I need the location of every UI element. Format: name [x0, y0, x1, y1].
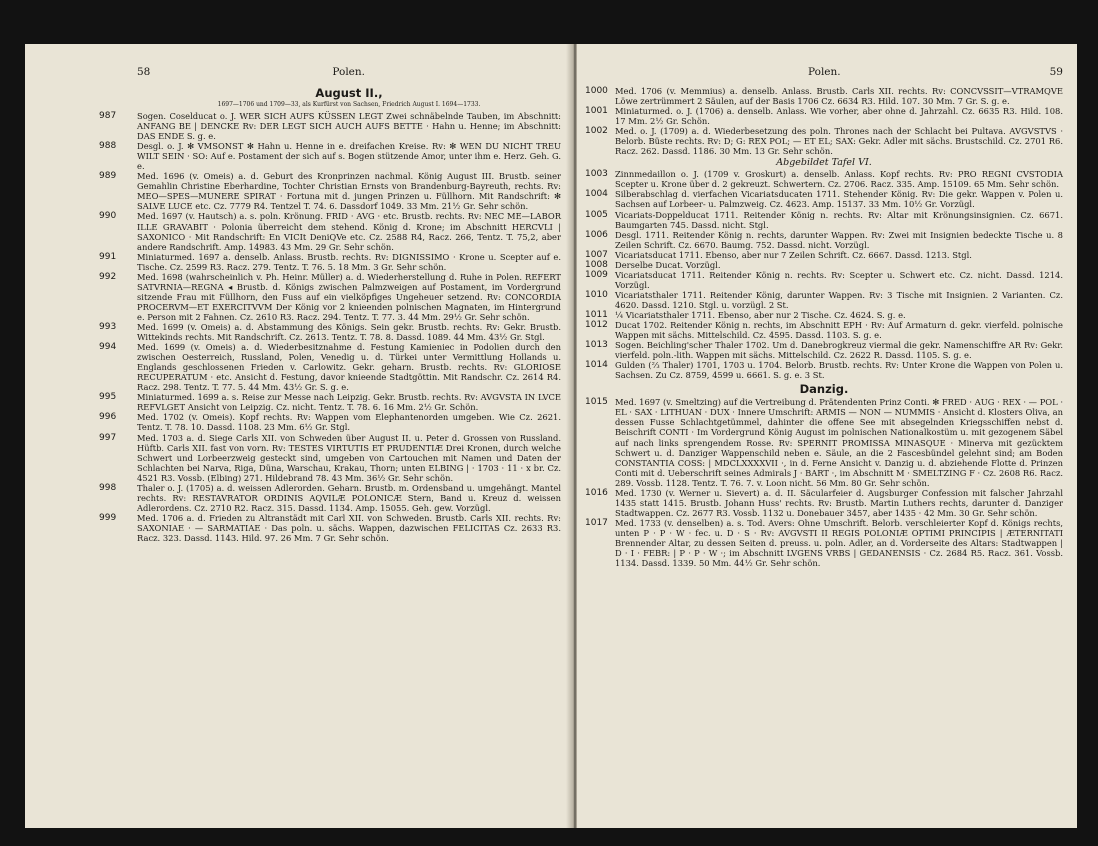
entry-text: Desgl. o. J. ✻ VMSONST ✻ Hahn u. Henne in e. dreifachen Kreise. Rv: ✻ WEN DU NICHT TREU WILT SEIN · SO: Auf e. Postament der sich auf s. Bogen stützende Amor, unter ihm e. Herz. Geh. G. e.	[137, 141, 561, 172]
entry-number: 1014	[585, 360, 608, 371]
entry-text: Derselbe Ducat. Vorzügl.	[615, 259, 721, 270]
section-subtitle: 1697—1706 und 1709—33, als Kurfürst von Sachsen, Friedrich August I. 1694—1733.	[217, 101, 481, 108]
catalog-entry	[99, 211, 561, 252]
catalog-entry	[585, 230, 1063, 250]
entry-number: 1007	[585, 249, 608, 260]
entry-text: Med. 1703 a. d. Siege Carls XII. von Schweden über August II. u. Peter d. Grossen von Russland. Hüftb. Carls XII. fast von vorn. Rv: TESTES VIRTUTIS ET PRUDENTIÆ Drei Kronen, durch welche Schwert und Lorbeerzweig gesteckt sind, umgeben von Cartouchen mit Namen und Daten der Schlachten bei Narva, Riga, Düna, Warschau, Krakau, Thorn; unten ELBING | · 1703 · 11 · x br. Cz. 4521 R3. Vossb. (Elbing) 271. Hildebrand 78. 43 Mm. 36½ Gr. Sehr schön.	[137, 432, 561, 483]
entry-number: 999	[99, 512, 117, 523]
catalog-entries-left	[99, 111, 561, 543]
catalog-entry	[99, 432, 561, 483]
running-head-right: Polen.	[807, 66, 841, 78]
catalog-entry	[585, 290, 1063, 310]
catalog-entry	[585, 210, 1063, 230]
entry-number: 987	[99, 111, 117, 121]
plate-caption: Abgebildet Tafel VI.	[776, 157, 872, 169]
entry-text: Med. 1698 (wahrscheinlich v. Ph. Heinr. Müller) a. d. Wiederherstellung d. Ruhe in Polen. REFERT SATVRNIA—REGNA ◂ Brustb. d. Königs zwischen Palmzweigen auf Postament, im Vordergrund sitzende Frau mit Füllhorn, den Fuss auf ein vielköpfiges Ungeheuer setzend. Rv: CONCORDIA PROCERVM—ET EXERCITVVM Der König vor 2 knieenden polnischen Magnaten, im Hintergrund e. Person mit 2 Fahnen. Cz. 2610 R3. Racz. 294. Tentz. T. 77. 3. 44 Mm. 29½ Gr. Sehr schön.	[137, 271, 561, 322]
subsection-title: Danzig.	[799, 382, 849, 397]
entry-text: Thaler o. J. (1705) a. d. weissen Adlerorden. Geharn. Brustb. m. Ordensband u. umgehängt. Mantel rechts. Rv: RESTAVRATOR ORDINIS AQVILÆ POLONICÆ Stern, Band u. Kreuz d. weissen Adlerordens. Cz. 2710 R2. Racz. 315. Dassd. 1134. Amp. 15055. Geh. gew. Vorzügl.	[137, 482, 561, 513]
catalog-entry	[585, 106, 1063, 126]
entry-number: 1000	[585, 86, 608, 96]
entry-text: Med. 1706 (v. Memmius) a. denselb. Anlass. Brustb. Carls XII. rechts. Rv: CONCVSSIT—VTRAMQVE Löwe zertrümmert 2 Säulen, auf der Basis 1706 Cz. 6634 R3. Hild. 107. 30 Mm. 7 Gr. S. g. e.	[615, 86, 1063, 107]
entry-text: Vicariatsducat 1711. Reitender König n. rechts. Rv: Scepter u. Schwert etc. Cz. nicht. Dassd. 1214. Vorzügl.	[615, 269, 1063, 290]
entry-number: 1001	[585, 106, 608, 117]
catalog-entry	[585, 270, 1063, 290]
catalog-entry	[99, 342, 561, 393]
catalog-entry	[585, 189, 1063, 209]
entry-text: Vicariatsthaler 1711. Reitender König, darunter Wappen. Rv: 3 Tische mit Insignien. 2 Varianten. Cz. 4620. Dassd. 1210. Stgl. u. vorzügl. 2 St.	[615, 289, 1063, 310]
page-number-left: 58	[137, 66, 151, 78]
catalog-entry	[585, 340, 1063, 360]
entry-text: Sogen. Beichling'scher Thaler 1702. Um d. Danebrogkreuz viermal die gekr. Namenschiffre AR Rv: Gekr. vierfeld. poln.-lith. Wappen mit sächs. Mittelschild. Cz. 2622 R. Dassd. 1105. S. g. e.	[615, 340, 1063, 361]
entry-number: 1005	[585, 209, 608, 220]
entry-text: Med. 1730 (v. Werner u. Sievert) a. d. II. Säcularfeier d. Augsburger Confession mit falscher Jahrzahl 1435 statt 1415. Brustb. Johann Huss' rechts. Rv: Brustb. Martin Luthers rechts, darunter d. Danziger Stadtwappen. Cz. 2677 R3. Vossb. 1132 u. Donebauer 3457, aber 1435 · 42 Mm. 30 Gr. Sehr schön.	[615, 487, 1063, 518]
entry-text: Med. 1699 (v. Omeis) a. d. Abstammung des Königs. Sein gekr. Brustb. rechts. Rv: Gekr. Brustb. Wittekinds rechts. Mit Randschrift. Cz. 2613. Tentz. T. 78. 8. Dassd. 1089. 44 Mm. 43½ Gr. Stgl.	[137, 321, 561, 343]
catalog-entry	[99, 321, 561, 343]
entry-number: 994	[99, 342, 117, 353]
entry-number: 997	[99, 432, 117, 443]
catalog-entry	[99, 141, 561, 172]
entry-number: 1002	[585, 126, 608, 137]
catalog-entry	[585, 260, 1063, 270]
entry-number: 988	[99, 141, 117, 152]
entry-text: Med. 1697 (v. Hautsch) a. s. poln. Krönung. FRID · AVG · etc. Brustb. rechts. Rv: NEC ME—LABOR ILLE GRAVABIT · Polonia überreicht dem stehend. König d. Krone; im Abschnitt HERCVLI | SAXONICO · Mit Randschrift: En VICIt DeniQVe etc. Cz. 2588 R4, Racz. 266, Tentz. T. 75,2, aber andere Randschrift. Amp. 14983. 43 Mm. 29 Gr. Sehr schön.	[137, 211, 561, 252]
catalog-entry	[585, 310, 1063, 320]
catalog-entry	[585, 86, 1063, 106]
entry-text: Med. o. J. (1709) a. d. Wiederbesetzung des poln. Thrones nach der Schlacht bei Pultava. AVGVSTVS · Belorb. Büste rechts. Rv: D; G: REX POL; — ET EL; SAX: Gekr. Adler mit sächs. Brustschild. Cz. 2701 R6. Racz. 262. Dassd. 1186. 30 Mm. 13 Gr. Sehr schön.	[615, 126, 1063, 157]
entry-text: Med. 1699 (v. Omeis) a. d. Wiederbesitznahme d. Festung Kamieniec in Podolien durch den zwischen Oesterreich, Russland, Polen, Venedig u. d. Türkei unter Vermittlung Hollands u. Englands geschlossenen Frieden v. Carlowitz. Gekr. geharn. Brustb. rechts. Rv: GLORIOSE RECUPERATUM · etc. Ansicht d. Festung, davor knieende Stadtgöttin. Mit Randschr. Cz. 2614 R4. Racz. 298. Tentz. T. 77. 5. 44 Mm. 43½ Gr. S. g. e.	[137, 342, 561, 393]
catalog-entry	[99, 251, 561, 272]
entry-text: Med. 1696 (v. Omeis) a. d. Geburt des Kronprinzen nachmal. König August III. Brustb. seiner Gemahlin Christine Eberhardine, Tochter Christian Ernsts von Brandenburg-Bayreuth, rechts. Rv: MEO—SPES—MUNERE SPIRAT · Fortuna mit d. jungen Prinzen u. Füllhorn. Mit Randschrift: ✻ SALVE LUCE etc. Cz. 7779 R4. Tentzel T. 74. 6. Dassdorf 1049. 33 Mm. 21½ Gr. Sehr schön.	[137, 171, 561, 212]
entry-number: 1017	[585, 517, 608, 528]
entry-text: Med. 1733 (v. denselben) a. s. Tod. Avers: Ohne Umschrift. Belorb. verschleierter Kopf d. Königs rechts, unten P · P · W · fec. u. D · S · Rv: AVGVSTI II REGIS POLONIÆ OPTIMI PRINCIPIS | ÆTERNITATI Brennender Altar, zu dessen Seiten d. preuss. u. poln. Adler, an d. Vorderseite des Altars: Stadtwappen | D · I · FEBR: | P · P · W ·; im Abschnitt LVGENS VRBS | GEDANENSIS · Cz. 2684 R5. Racz. 361. Vossb. 1134. Dassd. 1339. 50 Mm. 44½ Gr. Sehr schön.	[615, 517, 1063, 569]
entry-number: 995	[99, 392, 117, 403]
catalog-entry	[585, 320, 1063, 340]
entry-number: 1011	[585, 309, 608, 320]
entry-number: 991	[99, 251, 117, 262]
catalog-entry	[99, 171, 561, 212]
catalog-entry	[99, 412, 561, 433]
entry-number: 990	[99, 211, 117, 222]
entry-text: Miniaturmed. 1699 a. s. Reise zur Messe nach Leipzig. Gekr. Brustb. rechts. Rv: AVGVSTA IN LVCE REFVLGET Ansicht von Leipzig. Cz. nicht. Tentz. T. 78. 6. 16 Mm. 2½ Gr. Schön.	[137, 392, 561, 413]
entry-number: 1010	[585, 289, 608, 300]
entry-text: Zinnmedaillon o. J. (1709 v. Groskurt) a. denselb. Anlass. Kopf rechts. Rv: PRO REGNI CVSTODIA Scepter u. Krone über d. 2 gekreuzt. Schwertern. Cz. 2706. Racz. 335. Amp. 15109. 65 Mm. Sehr schön.	[615, 169, 1063, 190]
entry-text: ¼ Vicariatsthaler 1711. Ebenso, aber nur 2 Tische. Cz. 4624. S. g. e.	[615, 309, 906, 320]
catalog-entry	[585, 397, 1063, 487]
page-number-right: 59	[1049, 66, 1063, 78]
entry-number: 1006	[585, 229, 608, 240]
entry-text: Desgl. 1711. Reitender König n. rechts, darunter Wappen. Rv: Zwei mit Insignien bedeckte Tische u. 8 Zeilen Schrift. Cz. 6670. Baumg. 752. Dassd. nicht. Vorzügl.	[615, 229, 1063, 250]
entry-text: Silberabschlag d. vierfachen Vicariatsducaten 1711. Stehender König. Rv: Die gekr. Wappen v. Polen u. Sachsen auf Lorbeer- u. Palmzweig. Cz. 4623. Amp. 15137. 33 Mm. 10½ Gr. Vorzügl.	[615, 189, 1063, 210]
entry-number: 1004	[585, 189, 608, 200]
entry-number: 998	[99, 482, 117, 493]
catalog-entry	[585, 169, 1063, 189]
catalog-entry	[585, 250, 1063, 260]
entry-number: 1003	[585, 169, 608, 180]
entry-text: Vicariatsducat 1711. Ebenso, aber nur 7 Zeilen Schrift. Cz. 6667. Dassd. 1213. Stgl.	[615, 249, 972, 260]
catalog-entry	[99, 482, 561, 513]
entry-number: 1012	[585, 320, 608, 331]
running-head-left: Polen.	[332, 66, 365, 78]
entry-text: Miniaturmed. 1697 a. denselb. Anlass. Brustb. rechts. Rv: DIGNISSIMO · Krone u. Scepter auf e. Tische. Cz. 2599 R3. Racz. 279. Tentz. T. 76. 5. 18 Mm. 3 Gr. Sehr schön.	[137, 251, 561, 272]
entry-number: 1016	[585, 487, 608, 498]
entry-text: Miniaturmed. o. J. (1706) a. denselb. Anlass. Wie vorher, aber ohne d. Jahrzahl. Cz. 6635 R3. Hild. 108. 17 Mm. 2½ Gr. Schön.	[615, 106, 1063, 127]
entry-text: Med. 1697 (v. Smeltzing) auf die Vertreibung d. Prätendenten Prinz Conti. ✻ FRED · AUG · REX · — POL · EL · SAX · LITHUAN · DUX · Innere Umschrift: ARMIS — NON — NUMMIS · Ansicht d. Klosters Oliva, an dessen Fusse Schlachtgetümmel, dahinter die offene See mit absegelnden Kriegsschiffen nebst d. Beischrift CONTI · Im Vordergrund König August im polnischen Nationalkostüm u. mit gezogenem Säbel auf nach links sprengendem Rosse. Rv: SPERNIT PROMISSA MINASQUE · Minerva mit gezücktem Schwert u. d. Danziger Wappenschild neben e. Säule, an die 2 Fascesbündel gelehnt sind; am Boden CONSTANTIA COSS: | MDCLXXXXVII ·, in d. Ferne Ansicht v. Danzig u. d. abziehende Flotte d. Prinzen Conti mit d. Ueberschrift seines Admirals J · BART ·, im Abschnitt M · SMELTZING F · Cz. 2608 R6. Racz. 289. Vossb. 1128. Tentz. T. 76. 7. v. Loon nicht. 56 Mm. 80 Gr. Sehr schön.	[615, 397, 1063, 488]
running-header-left	[137, 66, 561, 78]
entry-text: Gulden (⅔ Thaler) 1701, 1703 u. 1704. Belorb. Brustb. rechts. Rv: Unter Krone die Wappen von Polen u. Sachsen. Zu Cz. 8759, 4599 u. 6661. S. g. e. 3 St.	[615, 360, 1063, 381]
entry-number: 992	[99, 271, 117, 282]
entry-text: Sogen. Coselducat o. J. WER SICH AUFS KÜSSEN LEGT Zwei schnäbelnde Tauben, im Abschnitt: ANFANG BE | DENCKE Rv: DER LEGT SICH AUCH AUFS BETTE · Hahn u. Henne; im Abschnitt: DAS ENDE S. g. e.	[137, 111, 561, 142]
right-page	[577, 44, 1077, 828]
entry-number: 1015	[585, 397, 608, 408]
catalog-entry	[99, 271, 561, 322]
catalog-entry	[99, 392, 561, 413]
entry-number: 1008	[585, 259, 608, 270]
catalog-entry	[99, 512, 561, 543]
section-title: August II.,	[315, 86, 383, 100]
catalog-entry	[585, 360, 1063, 380]
entry-number: 1013	[585, 340, 608, 351]
catalog-entry	[585, 488, 1063, 518]
entry-number: 989	[99, 171, 117, 182]
catalog-entry	[585, 126, 1063, 156]
entry-text: Vicariats-Doppelducat 1711. Reitender König n. rechts. Rv: Altar mit Krönungsinsignien. Cz. 6671. Baumgarten 745. Dassd. nicht. Stgl.	[615, 209, 1063, 230]
catalog-entries-right-a	[585, 86, 1063, 156]
entry-text: Med. 1706 a. d. Frieden zu Altranstädt mit Carl XII. von Schweden. Brustb. Carls XII. rechts. Rv: SAXONIAE · — SARMATIAE · Das poln. u. sächs. Wappen, dazwischen FELICITAS Cz. 2633 R3. Racz. 323. Dassd. 1143. Hild. 97. 26 Mm. 7 Gr. Sehr schön.	[137, 512, 561, 543]
catalog-entries-right-b	[585, 169, 1063, 380]
entry-text: Med. 1702 (v. Omeis). Kopf rechts. Rv: Wappen vom Elephantenorden umgeben. Wie Cz. 2621. Tentz. T. 78. 10. Dassd. 1108. 23 Mm. 6½ Gr. Stgl.	[137, 412, 561, 433]
entry-number: 993	[99, 321, 117, 332]
catalog-entries-right-c	[585, 397, 1063, 568]
entry-number: 1009	[585, 269, 608, 280]
entry-number: 996	[99, 412, 117, 423]
entry-text: Ducat 1702. Reitender König n. rechts, im Abschnitt EPH · Rv: Auf Armaturn d. gekr. vierfeld. polnische Wappen mit sächs. Mittelschild. Cz. 4595. Dassd. 1103. S. g. e.	[615, 320, 1063, 341]
catalog-entry	[99, 111, 561, 142]
running-header-right	[585, 66, 1063, 78]
left-page	[25, 44, 573, 828]
catalog-entry	[585, 518, 1063, 568]
